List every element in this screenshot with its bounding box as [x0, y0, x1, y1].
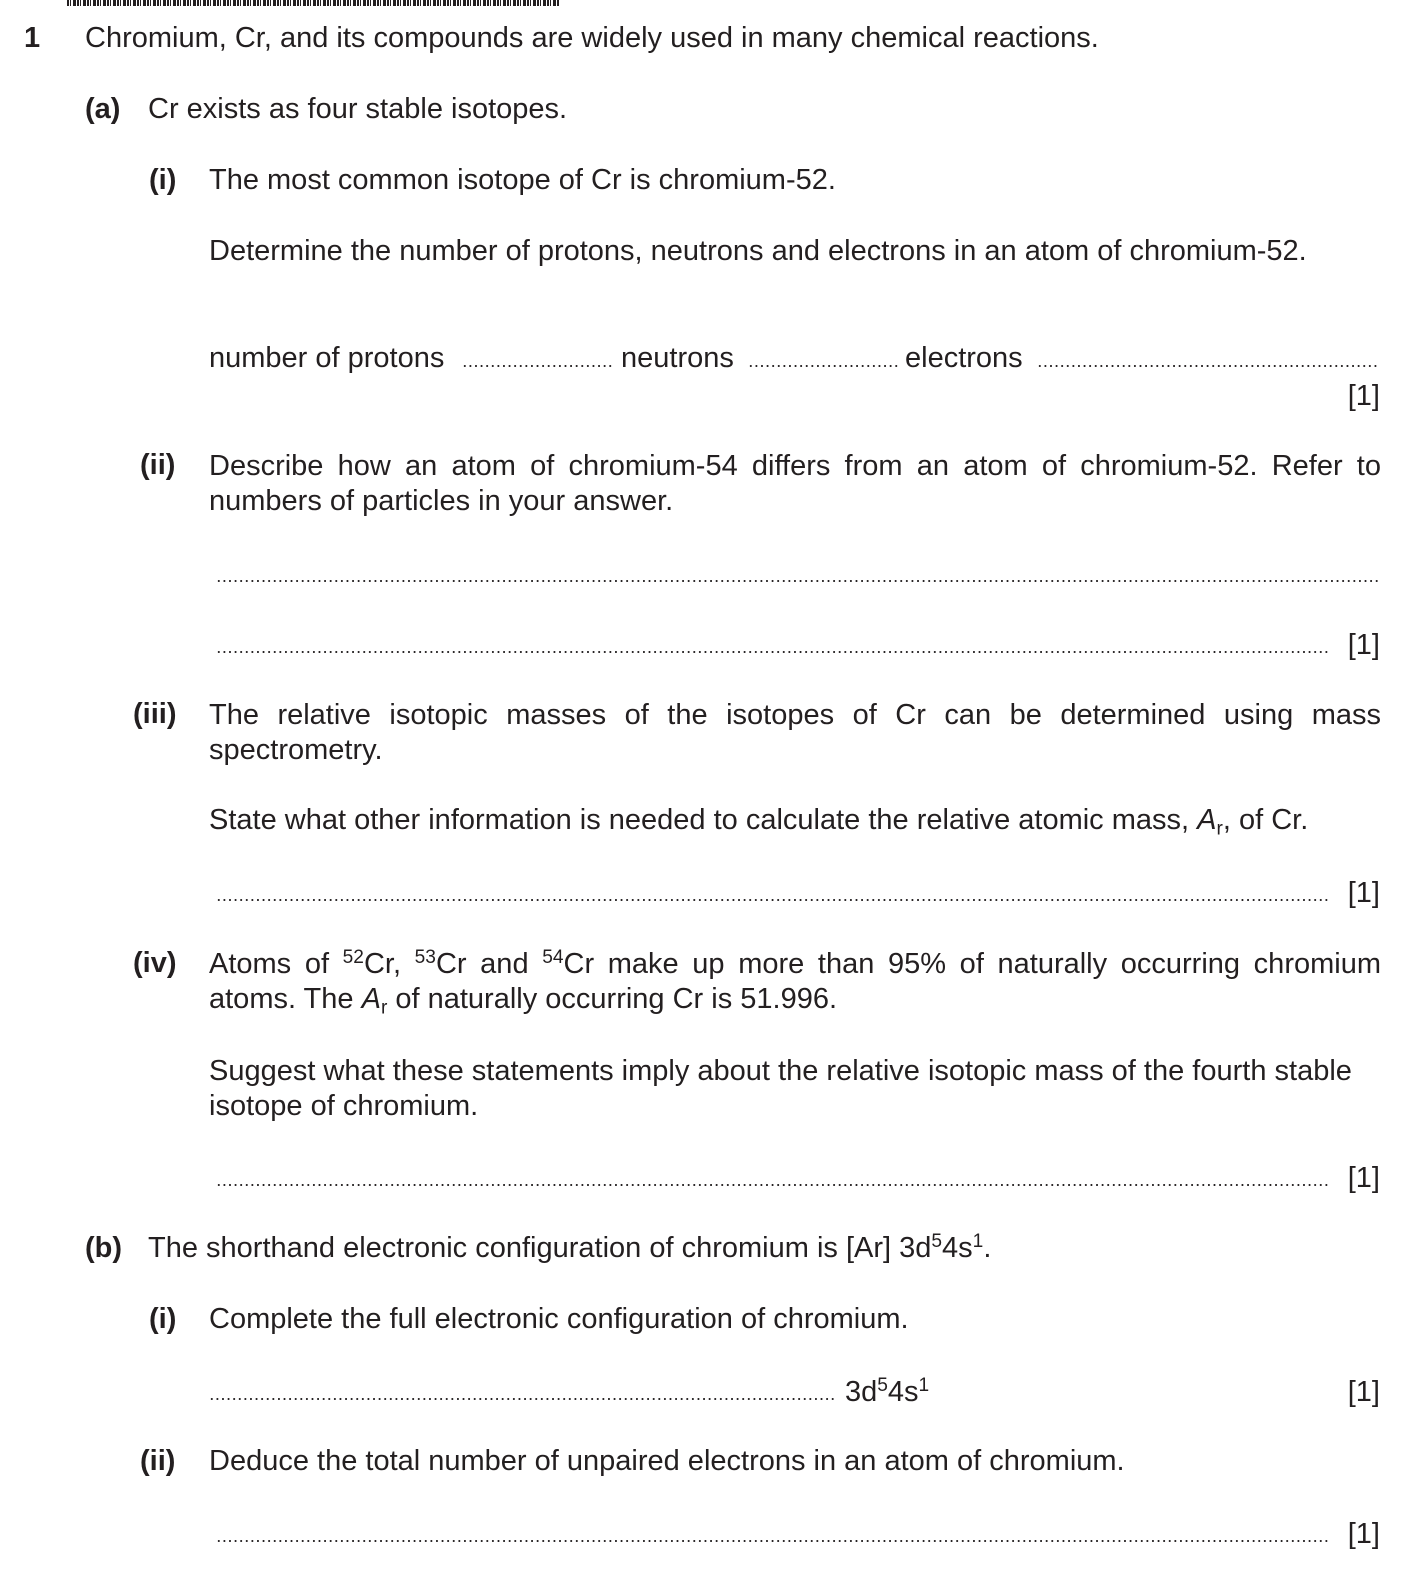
part-b-i-answer-line[interactable] [209, 1398, 836, 1400]
part-b-i-answer-suffix: $3d^54s^1$ [845, 1375, 930, 1408]
part-a-i-line1: The most common isotope of Cr is chromium-52. [209, 164, 836, 196]
part-b-ii-mark: [1] [1347, 1518, 1380, 1550]
part-b-label: (b) [85, 1232, 123, 1264]
part-a-iii-mark: [1] [1347, 877, 1380, 909]
part-a-ii-label: (ii) [140, 449, 176, 481]
part-a-iv-label: (iv) [133, 947, 177, 979]
part-a-iii-answer-line[interactable] [216, 899, 1330, 901]
neutrons-label: neutrons [621, 342, 734, 374]
part-a-iii-state: State what other information is needed to calculate the relative atomic mass, $A_r$, of Cr. [209, 804, 1309, 840]
part-a-iv-answer-line[interactable] [216, 1184, 1330, 1186]
electrons-label: electrons [905, 342, 1023, 374]
protons-label: number of protons [209, 342, 445, 374]
part-a-i-label: (i) [149, 164, 177, 196]
neutrons-answer-line[interactable] [748, 365, 898, 367]
part-a-ii-answer-line-1[interactable] [216, 580, 1380, 582]
part-a-iv-mark: [1] [1347, 1162, 1380, 1194]
part-b-i-mark: [1] [1347, 1376, 1380, 1408]
question-number: 1 [24, 22, 41, 54]
part-a-label: (a) [85, 93, 121, 125]
part-b-i-label: (i) [149, 1303, 177, 1335]
part-b-i-text: Complete the full electronic configuration of chromium. [209, 1303, 909, 1335]
part-a-ii-mark: [1] [1347, 629, 1380, 661]
question-stem: Chromium, Cr, and its compounds are widely used in many chemical reactions. [85, 22, 1099, 54]
barcode [67, 0, 559, 6]
part-a-iii-label: (iii) [133, 698, 177, 730]
part-a-i-mark: [1] [1347, 380, 1380, 412]
part-b-ii-label: (ii) [140, 1445, 176, 1477]
part-a-i-line2: Determine the number of protons, neutrons and electrons in an atom of chromium-52. [209, 235, 1307, 267]
part-a-ii-answer-line-2[interactable] [216, 651, 1330, 653]
part-a-stem: Cr exists as four stable isotopes. [148, 93, 568, 125]
protons-answer-line[interactable] [462, 365, 612, 367]
part-b-ii-text: Deduce the total number of unpaired electrons in an atom of chromium. [209, 1445, 1125, 1477]
part-a-ii-text: Describe how an atom of chromium-54 differs from an atom of chromium-52. Refer to numbers of particles in your answer. [209, 450, 1381, 517]
electrons-answer-line[interactable] [1037, 365, 1380, 367]
part-a-iii-text: The relative isotopic masses of the isotopes of Cr can be determined using mass spectrometry. [209, 699, 1381, 766]
part-b-stem: The shorthand electronic configuration of chromium is [Ar] $3d^54s^1$. [148, 1231, 992, 1264]
part-b-ii-answer-line[interactable] [216, 1540, 1330, 1542]
part-a-iv-text: Atoms of $^{52}$Cr, $^{53}$Cr and $^{54}$Cr make up more than 95% of naturally occurring chromium atoms. The $A_r$ of naturally occurring Cr is 51.996. [209, 947, 1381, 1019]
part-a-iv-suggest: Suggest what these statements imply about the relative isotopic mass of the fourth stable isotope of chromium. [209, 1055, 1352, 1122]
